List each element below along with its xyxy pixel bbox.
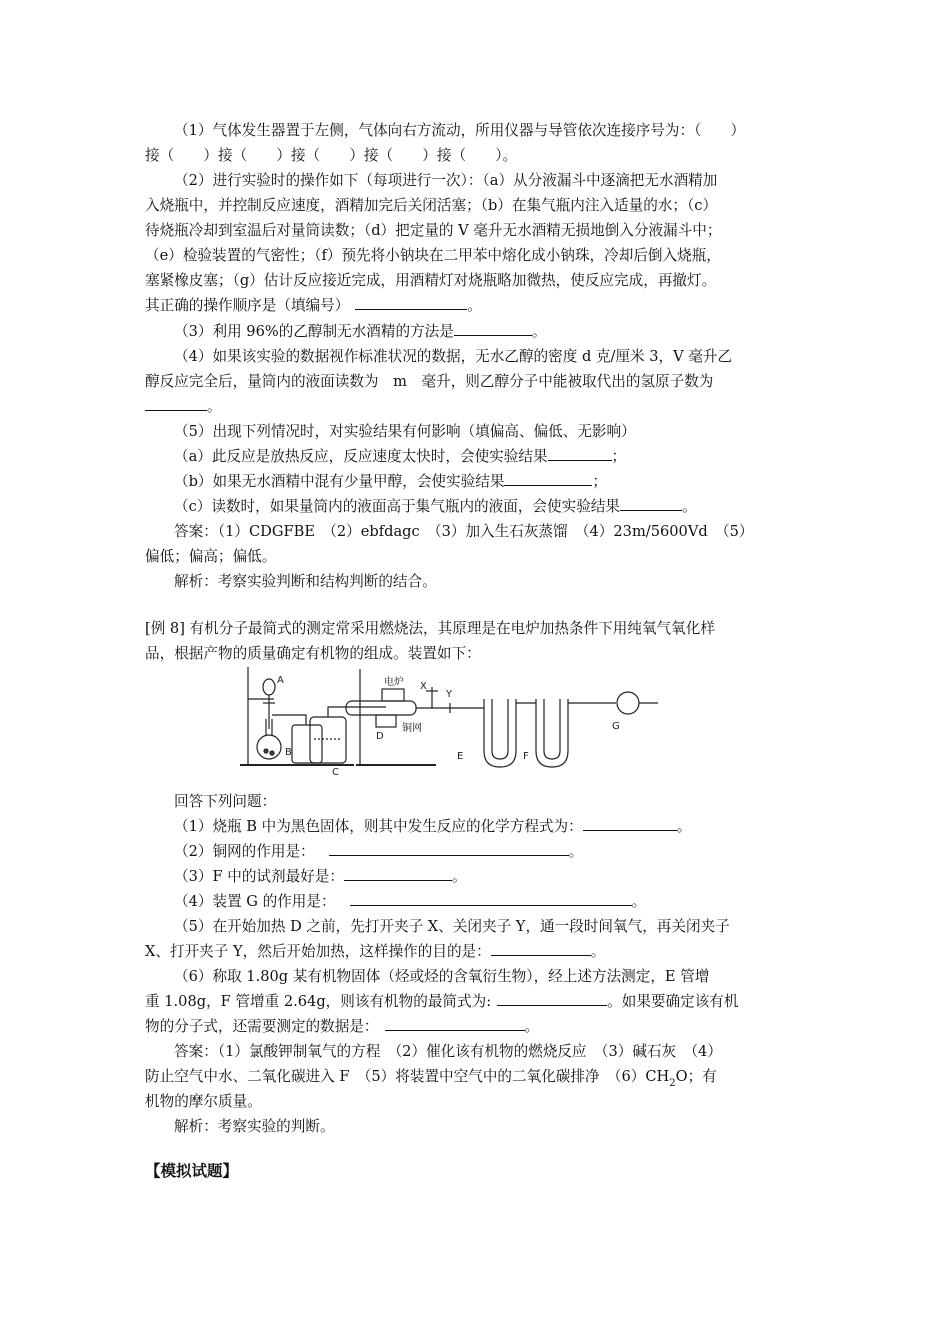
answer-blank [355, 295, 467, 310]
drying-tube-g [617, 692, 639, 714]
label-d: D [376, 731, 384, 742]
q7-answer-line1: 答案：（1）CDGFBE （2）ebfdagc （3）加入生石灰蒸馏 （4）23m/5600Vd （5） [174, 523, 754, 540]
q7-part2-line4: （e）检验装置的气密性；（f）预先将小钠块在二甲苯中熔化成小钠珠，冷却后倒入烧瓶， [145, 247, 721, 264]
q7-part5a: （a）此反应是放热反应，反应速度太快时，会使实验结果 ； [174, 448, 627, 465]
solid-dot [264, 749, 268, 753]
u-tube-e [484, 699, 516, 767]
q7-part2-prompt: 其正确的操作顺序是（填编号） [145, 297, 350, 314]
u-tube-e-inner [492, 699, 508, 759]
apparatus-diagram [236, 659, 666, 777]
label-e: E [457, 751, 464, 762]
q8-intro-line2: 品，根据产物的质量确定有机物的组成。装置如下： [145, 645, 481, 662]
q7-part2-line2: 入烧瓶中，并控制反应速度，酒精加完后关闭活塞；（b）在集气瓶内注入适量的水；（c） [145, 197, 718, 214]
label-x: X [420, 681, 427, 692]
q7-part2-line1: （2）进行实验时的操作如下（每项进行一次）：（a）从分液漏斗中逐滴把无水酒精加 [174, 172, 718, 189]
label-a: A [277, 675, 284, 686]
q8-sub1: （1）烧瓶 B 中为黑色固体，则其中发生反应的化学方程式为： 。 [174, 818, 692, 835]
bottle-c-left [292, 725, 322, 763]
answer-blank [491, 941, 591, 956]
q8-sub5-line2: X、打开夹子 Y，然后开始加热，这样操作的目的是： 。 [145, 943, 606, 960]
q8-sub3: （3）F 中的试剂最好是： 。 [174, 868, 467, 885]
answer-blank [548, 446, 612, 461]
q8-ask: 回答下列问题： [174, 793, 277, 810]
furnace-block [382, 689, 404, 701]
q8-sub6-line3: 物的分子式，还需要测定的数据是： 。 [145, 1018, 540, 1035]
answer-blank [344, 866, 452, 881]
label-g: G [612, 721, 620, 732]
q8-answer-line3: 机物的摩尔质量。 [145, 1093, 262, 1110]
section-heading: 【模拟试题】 [145, 1161, 239, 1180]
q7-part5b: （b）如果无水酒精中混有少量甲醇，会使实验结果 ； [174, 473, 608, 490]
answer-blank [497, 991, 607, 1006]
solid-dot [270, 751, 274, 755]
answer-blank [385, 1016, 525, 1031]
funnel-a [263, 679, 275, 695]
q7-part4-line1: （4）如果该实验的数据视作标准状况的数据，无水乙醇的密度 d 克/厘米 3，V 毫升乙 [174, 348, 733, 365]
q8-answer-line1: 答案：（1）氯酸钾制氧气的方程 （2）催化该有机物的燃烧反应 （3）碱石灰 （4） [174, 1043, 722, 1060]
q8-sub6-line2: 重 1.08g，F 管增重 2.64g，则该有机物的最简式为: 。如果要确定该有机 [145, 993, 739, 1010]
combustion-tube [346, 701, 416, 715]
flask-b [257, 735, 281, 759]
answer-blank [620, 496, 682, 511]
answer-blank [350, 891, 632, 906]
q7-part1-line2: 接（ ）接（ ）接（ ）接（ ）接（ ）。 [145, 147, 518, 164]
q7-part5c: （c）读数时，如果量筒内的液面高于集气瓶内的液面，会使实验结果 。 [174, 498, 697, 515]
q8-sub5-line1: （5）在开始加热 D 之前，先打开夹子 X、关闭夹子 Y，通一段时间氧气，再关闭夹子 [174, 918, 730, 935]
label-c: C [332, 767, 339, 777]
tube-b-to-c [272, 715, 306, 725]
q7-part2-line3: 待烧瓶冷却到室温后对量筒读数；（d）把定量的 V 毫升无水酒精无损地倒入分液漏斗中； [145, 222, 722, 239]
u-tube-f [536, 699, 568, 767]
label-furnace: 电炉 [384, 677, 404, 688]
answer-blank [329, 841, 569, 856]
q7-part4-line2: 醇反应完全后，量筒内的液面读数为 m 毫升，则乙醇分子中能被取代出的氢原子数为 [145, 373, 714, 390]
label-b: B [285, 747, 292, 758]
q7-part2-line6: 其正确的操作顺序是（填编号） 。 [145, 297, 482, 314]
q7-part2-line5: 塞紧橡皮塞；（g）估计反应接近完成，用酒精灯对烧瓶略加微热，使反应完成，再撤灯。 [145, 272, 717, 289]
label-copper-mesh: 铜网 [402, 723, 422, 734]
q8-answer-line2: 防止空气中水、二氧化碳进入 F （5）将装置中空气中的二氧化碳排净 $(6)CH_2O$；有 [145, 1068, 717, 1089]
q8-intro-line1: [例 8] 有机分子最简式的测定常采用燃烧法，其原理是在电炉加热条件下用纯氧气氧化样 [145, 620, 715, 637]
label-f: F [523, 751, 529, 762]
q7-part3: （3）利用 96%的乙醇制无水酒精的方法是 。 [174, 323, 547, 340]
answer-blank [454, 321, 532, 336]
q7-part5: （5）出现下列情况时，对实验结果有何影响（填偏高、偏低、无影响） [174, 423, 636, 440]
label-y: Y [446, 689, 453, 700]
q7-part1-line1: （1）气体发生器置于左侧，气体向右方流动，所用仪器与导管依次连接序号为：（ ） [174, 122, 746, 139]
q8-sub6-line1: （6）称取 1.80g 某有机物固体（烃或烃的含氧衍生物），经上述方法测定，E 管增 [174, 968, 710, 985]
q8-sub4: （4）装置 G 的作用是： 。 [174, 893, 647, 910]
u-tube-f-inner [544, 699, 560, 759]
q7-part4-line3: 。 [145, 394, 815, 419]
q7-answer-line2: 偏低；偏高；偏低。 [145, 548, 277, 565]
answer-blank [583, 816, 677, 831]
furnace-base [376, 715, 396, 727]
q7-analysis: 解析：考察实验判断和结构判断的结合。 [174, 573, 437, 590]
q8-sub2: （2）铜网的作用是： 。 [174, 843, 584, 860]
subscript: 2 [669, 1078, 676, 1089]
q8-analysis: 解析：考察实验的判断。 [174, 1118, 335, 1135]
answer-blank [504, 471, 592, 486]
q7-part3-prompt: （3）利用 96%的乙醇制无水酒精的方法是 [174, 323, 454, 340]
answer-blank [145, 396, 207, 411]
bottle-c [310, 717, 346, 763]
